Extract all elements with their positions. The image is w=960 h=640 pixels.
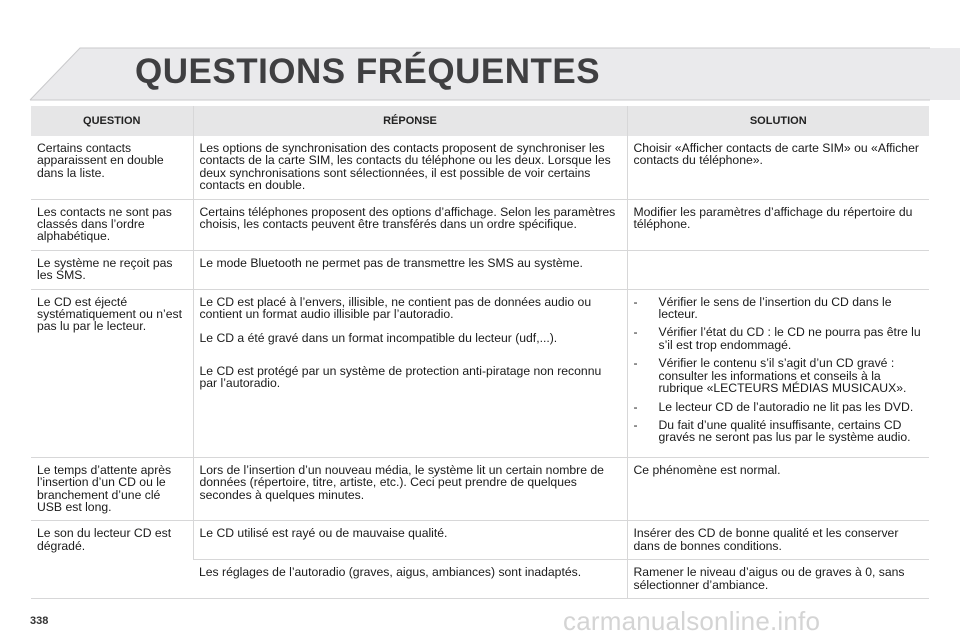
solution-cell: Ramener le niveau d’aigus ou de graves à 0, sans sélectionner d’ambiance. xyxy=(627,560,929,599)
solution-list xyxy=(634,296,924,444)
question-cell: Le système ne reçoit pas les SMS. xyxy=(31,250,193,289)
solution-list-item xyxy=(634,296,924,321)
question-cell: Le temps d’attente après l’insertion d’un CD ou le branchement d’une clé USB est long. xyxy=(31,457,193,521)
response-paragraph: Le CD a été gravé dans un format incompatible du lecteur (udf,...). xyxy=(199,331,558,346)
response-paragraph: Le CD est placé à l’envers, illisible, ne contient pas de données audio ou contient un format audio illisible par l’autoradio. xyxy=(199,294,592,322)
table-header-row xyxy=(31,106,929,136)
response-paragraph: Le CD est protégé par un système de protection anti-piratage non reconnu par l’autoradio. xyxy=(199,363,602,391)
page-title: QUESTIONS FRÉQUENTES xyxy=(135,52,601,91)
response-cell xyxy=(193,289,627,457)
table-row xyxy=(31,521,929,560)
list-dash: - xyxy=(633,294,638,309)
table-row xyxy=(31,199,929,250)
solution-cell: Ce phénomène est normal. xyxy=(627,457,929,521)
table-row xyxy=(31,250,929,289)
solution-list-item xyxy=(634,401,924,413)
list-dash: - xyxy=(633,356,638,371)
solution-text: Du fait d’une qualité insuffisante, certains CD gravés ne seront pas lus par le système audio. xyxy=(658,417,911,445)
table-row xyxy=(31,457,929,521)
solution-cell: Choisir «Afficher contacts de carte SIM» ou «Afficher contacts du téléphone». xyxy=(627,136,929,199)
question-cell: Certains contacts apparaissent en double dans la liste. xyxy=(31,136,193,199)
table-row xyxy=(31,136,929,199)
solution-cell xyxy=(627,250,929,289)
question-cell: Le son du lecteur CD est dégradé. xyxy=(31,521,193,599)
response-cell: Certains téléphones proposent des options d’affichage. Selon les paramètres choisis, les contacts peuvent être transférés dans un ordre spécifique. xyxy=(193,199,627,250)
page-number: 338 xyxy=(30,615,49,627)
list-dash: - xyxy=(633,325,638,340)
response-cell: Les options de synchronisation des contacts proposent de synchroniser les contacts de la carte SIM, les contacts du téléphone ou les deux. Lorsque les deux synchronisations sont sélectionnées, il est possible de voir certains contacts en double. xyxy=(193,136,627,199)
column-header-solution: SOLUTION xyxy=(627,106,929,136)
faq-table xyxy=(31,106,929,599)
question-cell: Le CD est éjecté systématiquement ou n’est pas lu par le lecteur. xyxy=(31,289,193,457)
table-row xyxy=(31,289,929,457)
list-dash: - xyxy=(633,417,638,432)
response-cell: Le mode Bluetooth ne permet pas de transmettre les SMS au système. xyxy=(193,250,627,289)
solution-text: Vérifier le contenu s’il s’agit d’un CD gravé : consulter les informations et conseils à la rubrique «LECTEURS MÉDIAS MUSICAUX». xyxy=(658,356,907,396)
solution-text: Vérifier le sens de l’insertion du CD dans le lecteur. xyxy=(658,294,892,322)
solution-cell xyxy=(627,289,929,457)
solution-list-item xyxy=(634,326,924,351)
solution-cell: Modifier les paramètres d’affichage du répertoire du téléphone. xyxy=(627,199,929,250)
watermark: carmanualsonline.info xyxy=(563,606,821,636)
solution-cell: Insérer des CD de bonne qualité et les conserver dans de bonnes conditions. xyxy=(627,521,929,560)
question-cell: Les contacts ne sont pas classés dans l’ordre alphabétique. xyxy=(31,199,193,250)
solution-text: Vérifier l’état du CD : le CD ne pourra pas être lu s’il est trop endommagé. xyxy=(658,325,921,352)
response-cell: Les réglages de l’autoradio (graves, aigus, ambiances) sont inadaptés. xyxy=(193,560,627,599)
solution-text: Le lecteur CD de l’autoradio ne lit pas les DVD. xyxy=(658,399,914,414)
list-dash: - xyxy=(633,399,638,414)
solution-list-item xyxy=(634,419,924,444)
response-cell: Lors de l’insertion d’un nouveau média, le système lit un certain nombre de données (répertoire, titre, artiste, etc.). Ceci peut prendre de quelques secondes à quelques minutes. xyxy=(193,457,627,521)
column-header-question: QUESTION xyxy=(31,106,193,136)
solution-list-item xyxy=(634,357,924,394)
column-header-response: RÉPONSE xyxy=(193,106,627,136)
response-cell: Le CD utilisé est rayé ou de mauvaise qualité. xyxy=(193,521,627,560)
